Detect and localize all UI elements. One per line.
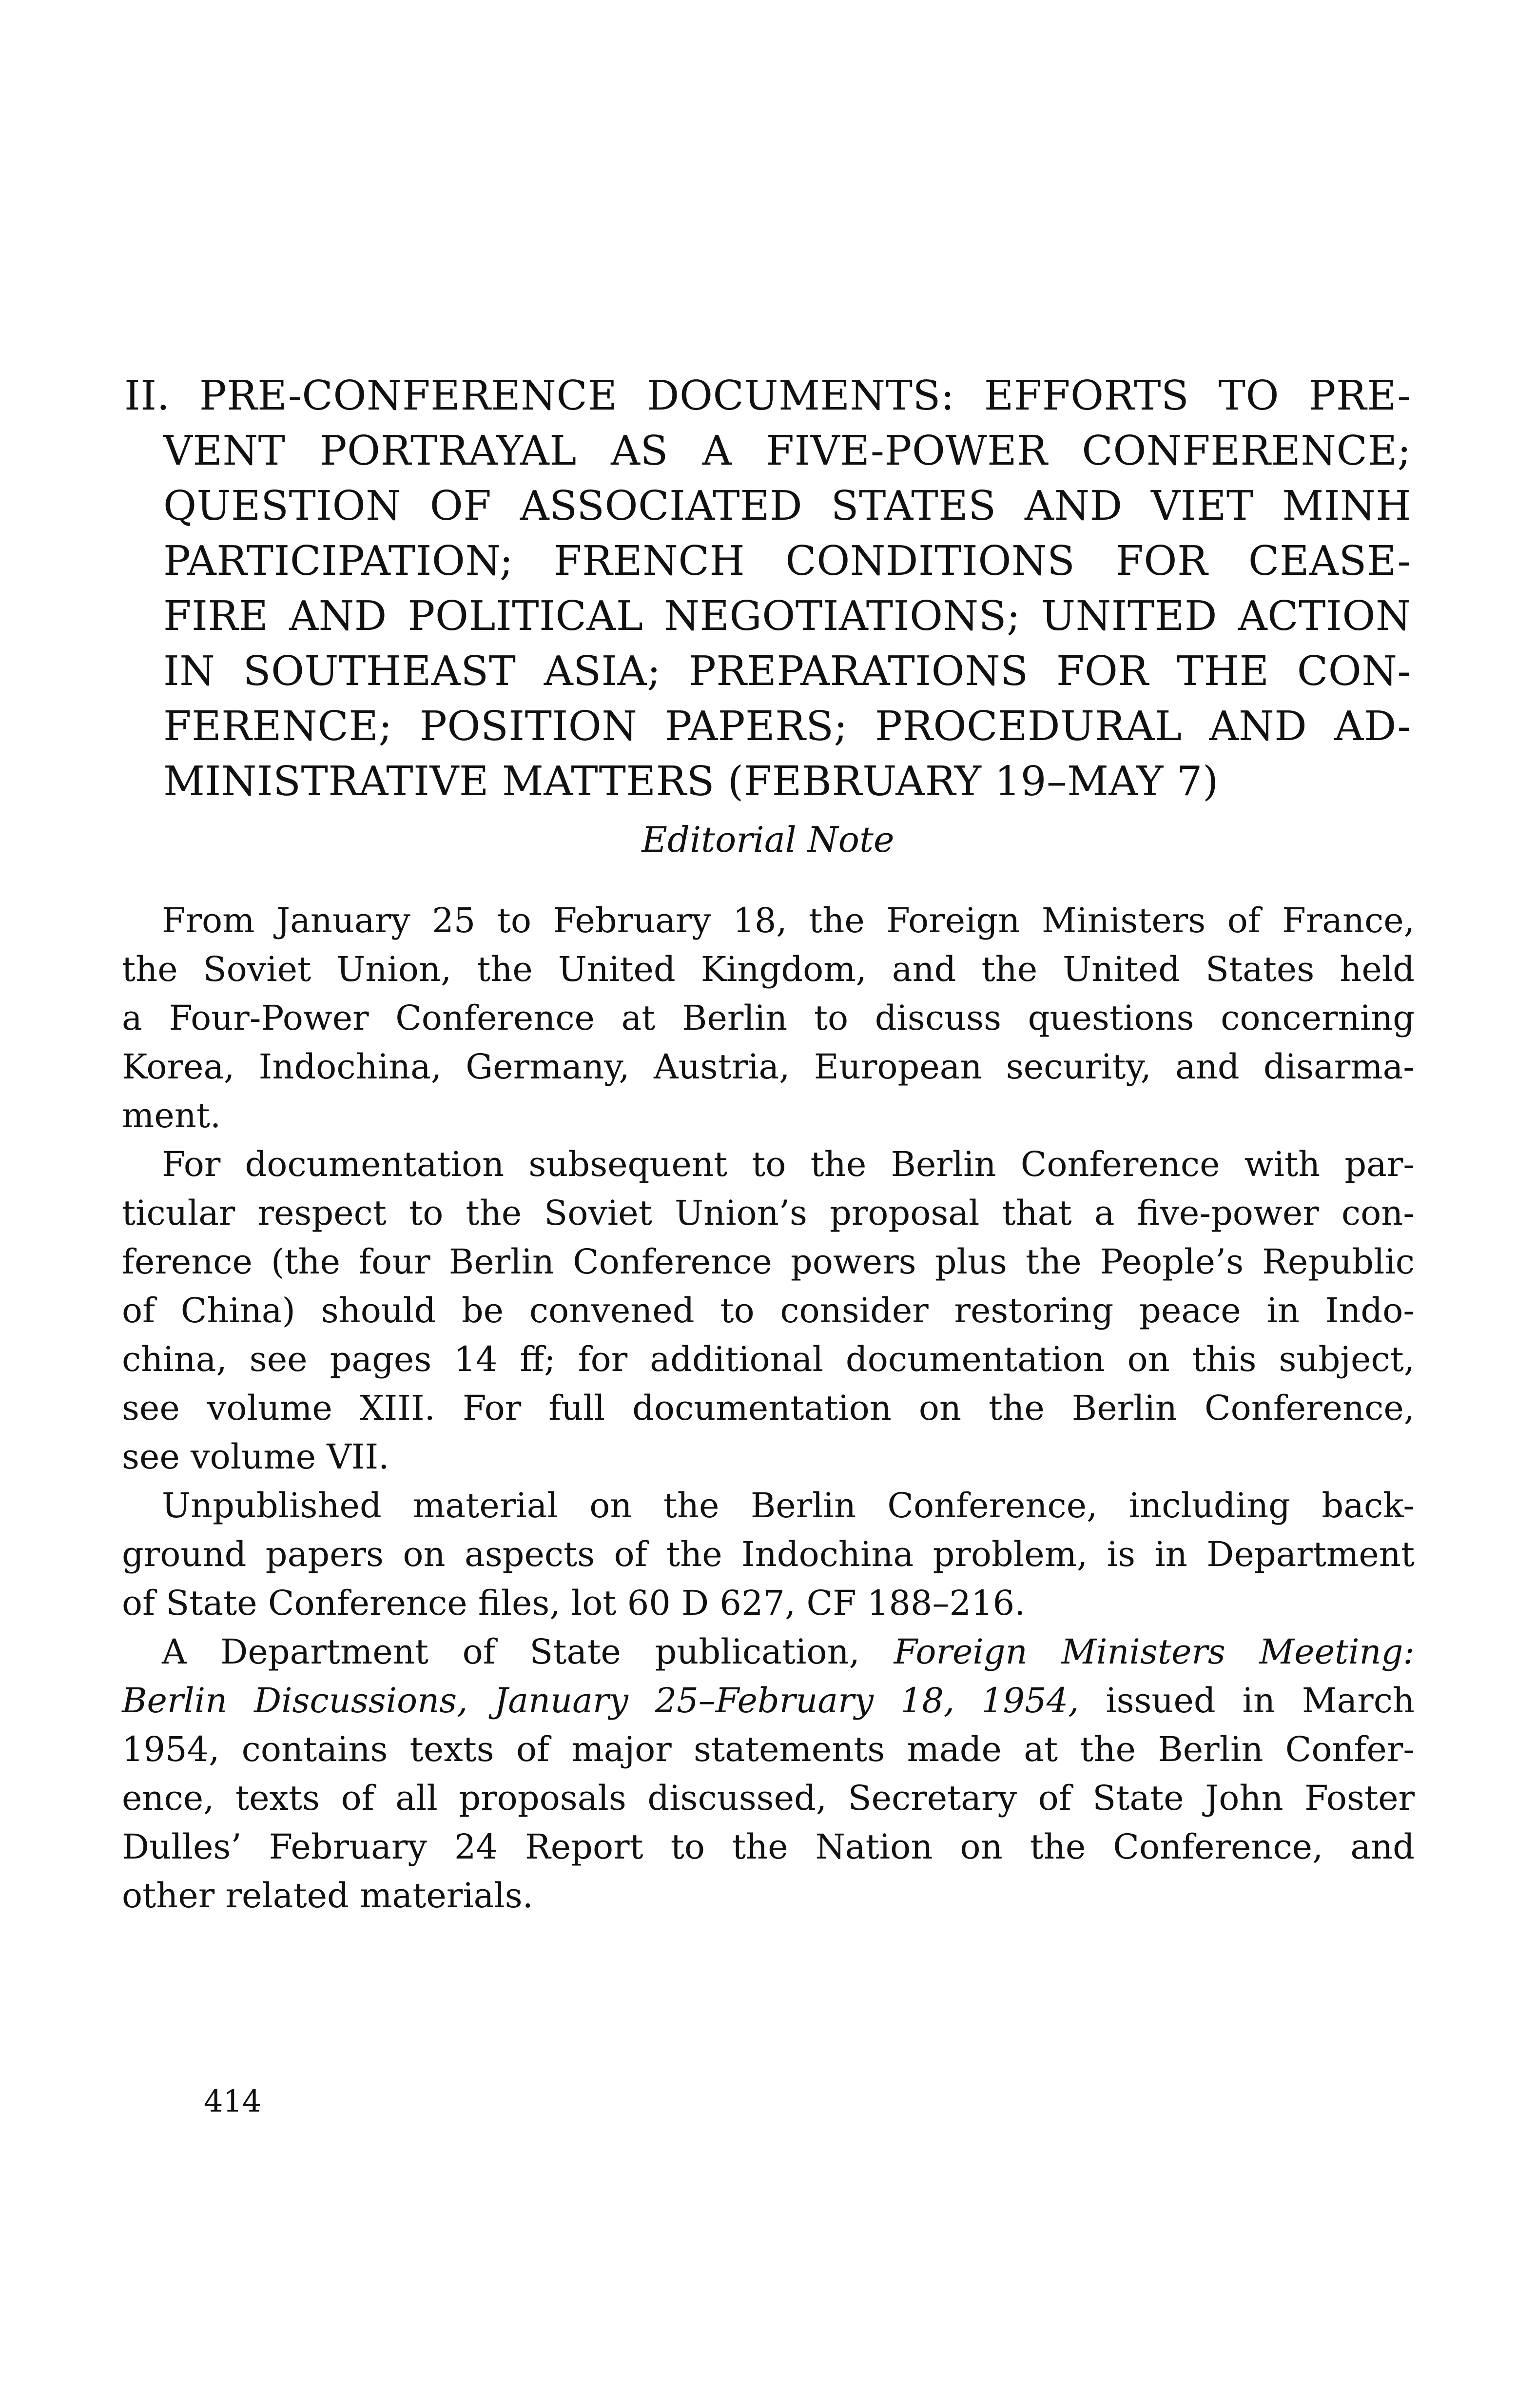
body-line	[122, 1627, 1415, 1676]
heading-line: FIRE AND POLITICAL NEGOTIATIONS; UNITED ACTION	[163, 592, 1411, 640]
body-line: ticular respect to the Soviet Union’s proposal that a five-power con-	[122, 1193, 1415, 1233]
paragraph-berlin-conference	[122, 896, 1415, 1140]
text-run: A Department of State publication,	[162, 1632, 894, 1672]
editorial-note-title: Editorial Note	[642, 819, 894, 860]
body-line: see volume XIII. For full documentation on the Berlin Conference,	[122, 1388, 1415, 1428]
body-line: a Four-Power Conference at Berlin to discuss questions concerning	[122, 998, 1415, 1038]
heading-line: MINISTRATIVE MATTERS (FEBRUARY 19–MAY 7)	[163, 758, 1219, 805]
body-line: of State Conference files, lot 60 D 627, CF 188–216.	[122, 1583, 1026, 1623]
heading-line: PARTICIPATION; FRENCH CONDITIONS FOR CEASE-	[163, 537, 1411, 585]
page-number: 414	[204, 2083, 262, 2119]
body-line: ground papers on aspects of the Indochina problem, is in Department	[122, 1534, 1415, 1574]
body-text	[122, 896, 1415, 1920]
chapter-heading	[124, 368, 1411, 809]
heading-line: FERENCE; POSITION PAPERS; PROCEDURAL AND AD-	[163, 703, 1411, 750]
paragraph-publication	[122, 1627, 1415, 1920]
body-line	[122, 1676, 1415, 1725]
body-line: of China) should be convened to consider restoring peace in Indo-	[122, 1291, 1415, 1331]
body-line: ence, texts of all proposals discussed, Secretary of State John Foster	[122, 1778, 1415, 1818]
body-line: Dulles’ February 24 Report to the Nation on the Conference, and	[122, 1827, 1415, 1867]
body-line: the Soviet Union, the United Kingdom, and the United States held	[122, 949, 1415, 989]
paragraph-documentation	[122, 1140, 1415, 1481]
text-run: issued in March	[1079, 1681, 1415, 1721]
body-line: From January 25 to February 18, the Foreign Ministers of France,	[162, 901, 1415, 940]
publication-title: Berlin Discussions, January 25–February 18, 1954,	[122, 1681, 1079, 1721]
body-line: other related materials.	[122, 1876, 533, 1916]
heading-line: QUESTION OF ASSOCIATED STATES AND VIET MINH	[163, 482, 1411, 529]
body-line: 1954, contains texts of major statements made at the Berlin Confer-	[122, 1729, 1415, 1769]
paragraph-unpublished-material	[122, 1481, 1415, 1627]
body-line: Unpublished material on the Berlin Conference, including back-	[162, 1486, 1415, 1526]
publication-title: Foreign Ministers Meeting:	[894, 1632, 1415, 1672]
body-line: ment.	[122, 1096, 221, 1135]
body-line: china, see pages 14 ff; for additional documentation on this subject,	[122, 1339, 1415, 1379]
body-line: For documentation subsequent to the Berlin Conference with par-	[162, 1144, 1415, 1184]
heading-line: IN SOUTHEAST ASIA; PREPARATIONS FOR THE CON-	[163, 647, 1411, 695]
heading-line: II. PRE-CONFERENCE DOCUMENTS: EFFORTS TO PRE-	[124, 372, 1411, 419]
heading-line: VENT PORTRAYAL AS A FIVE-POWER CONFERENCE;	[163, 427, 1411, 474]
body-line: ference (the four Berlin Conference powers plus the People’s Republic	[122, 1242, 1415, 1282]
body-line: see volume VII.	[122, 1437, 389, 1477]
body-line: Korea, Indochina, Germany, Austria, European security, and disarma-	[122, 1047, 1415, 1087]
